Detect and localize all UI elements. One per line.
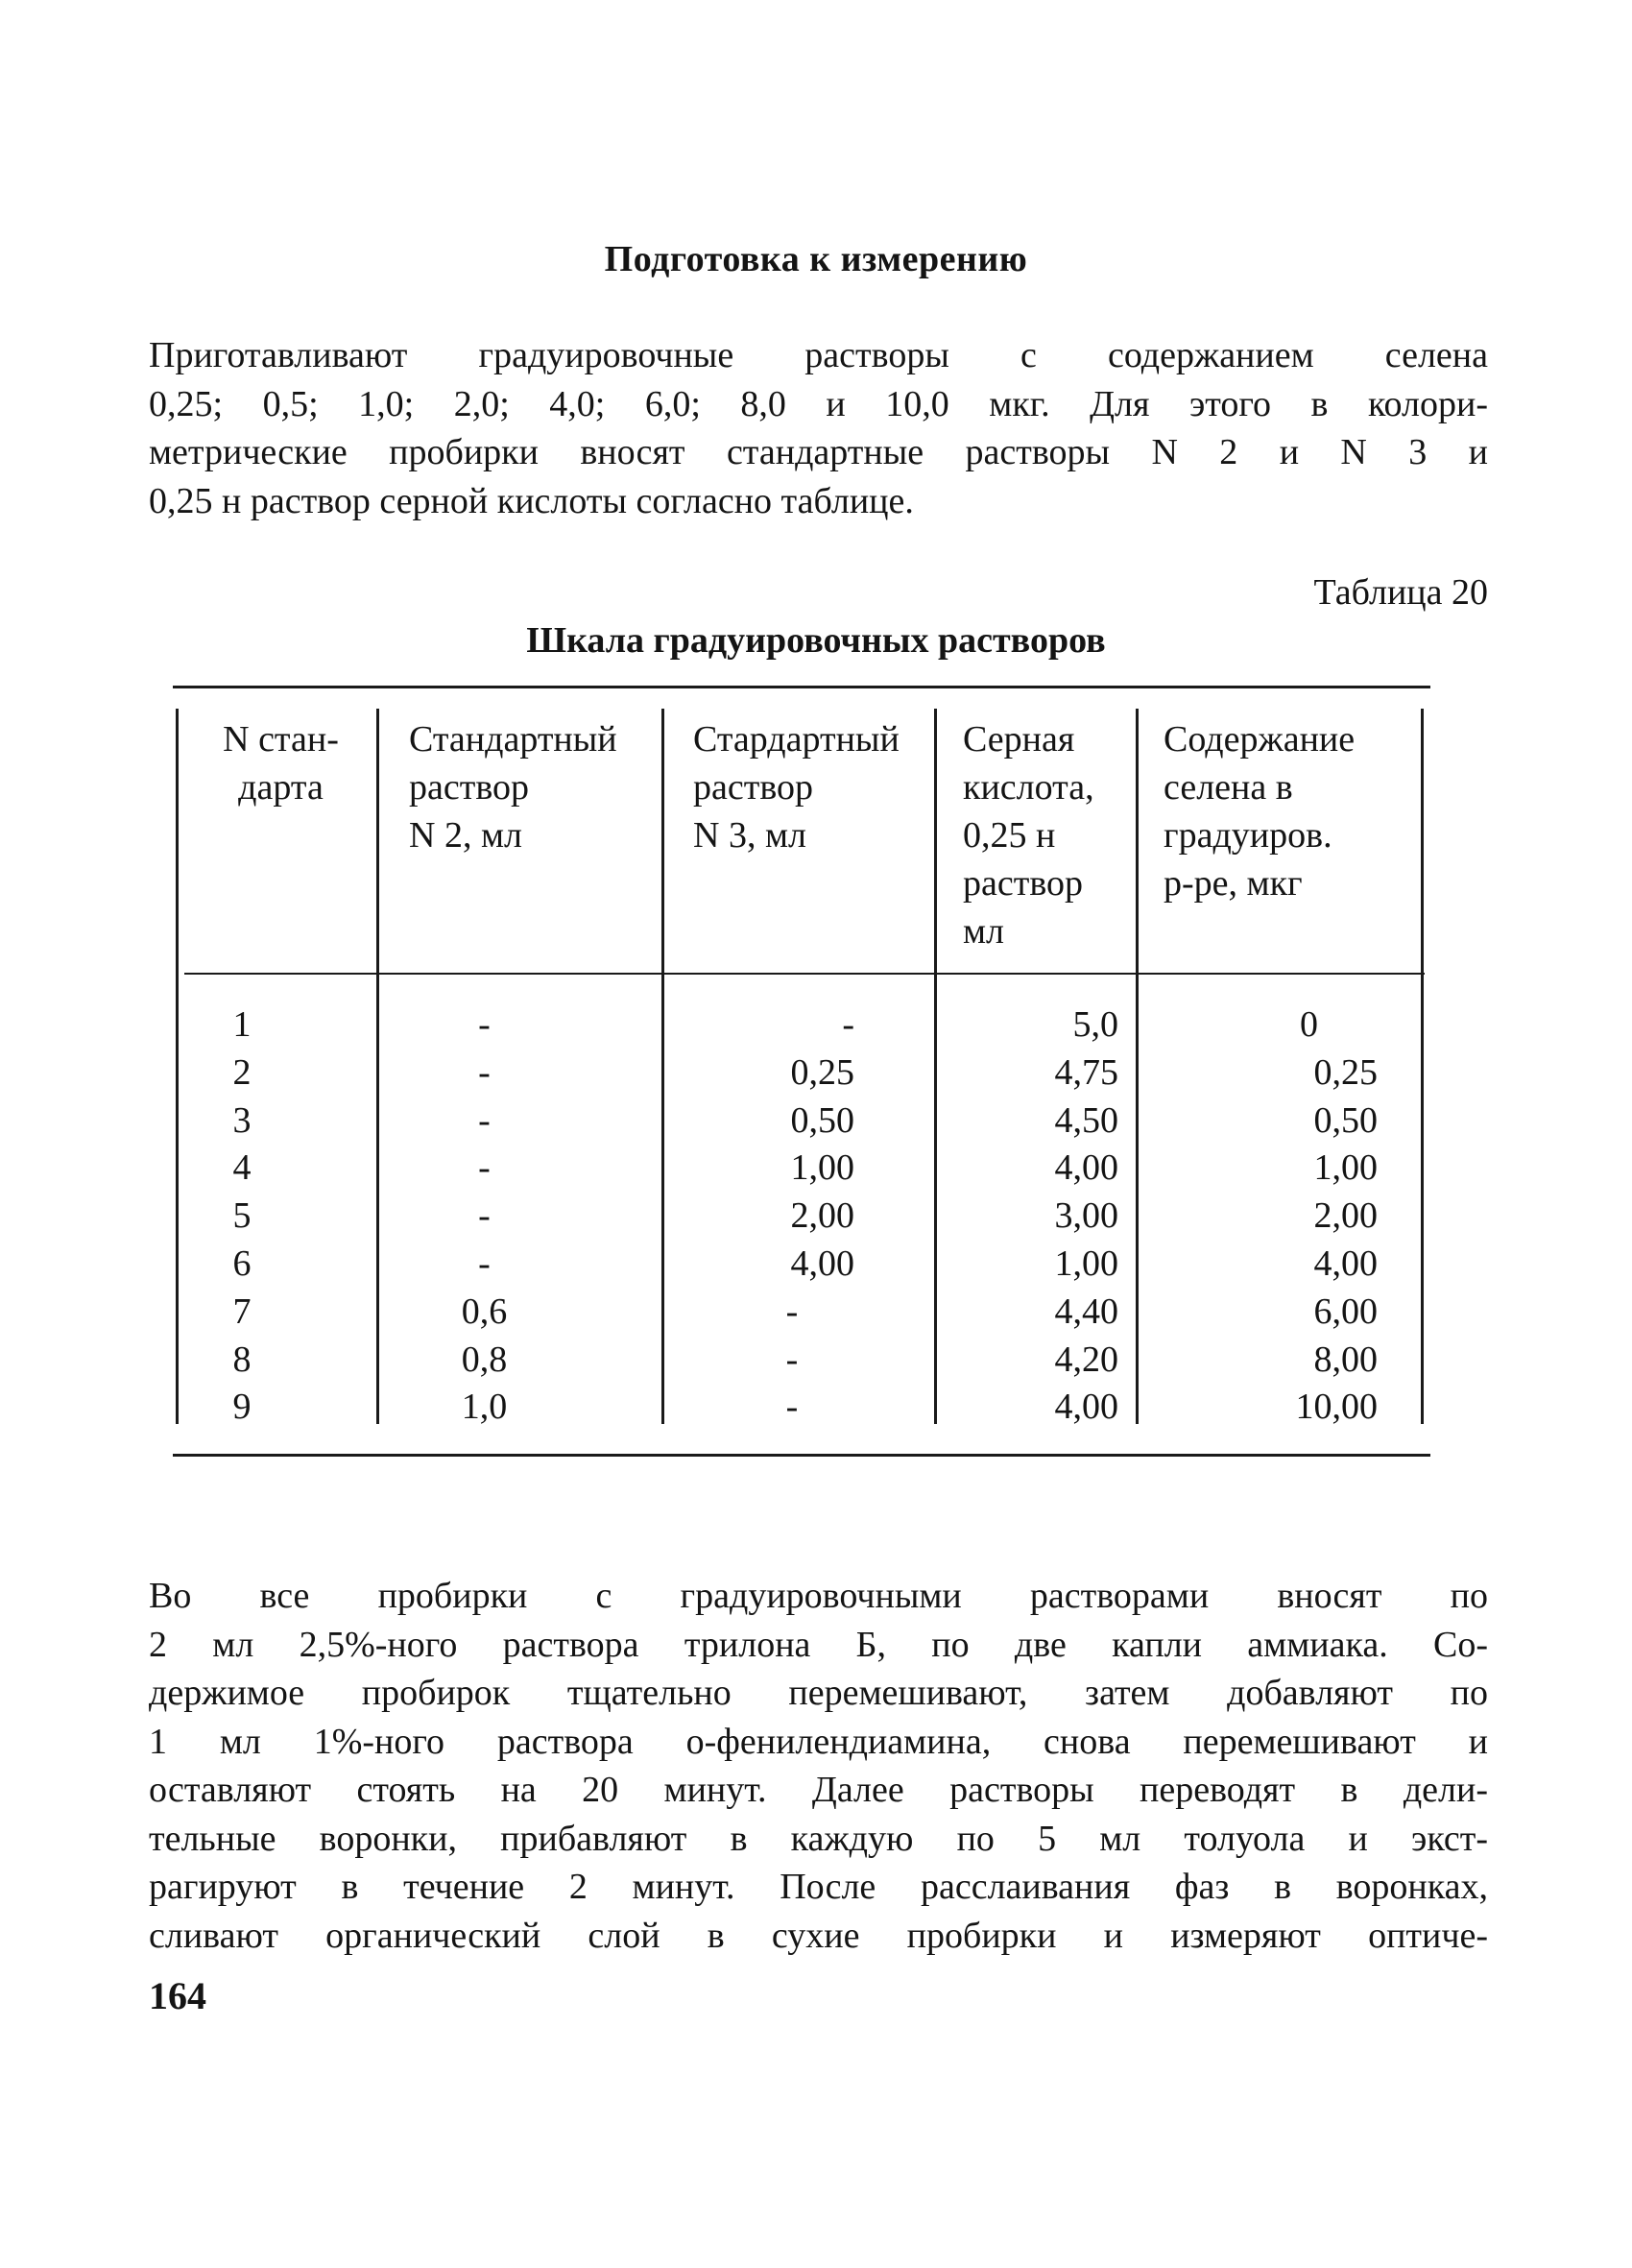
table-cell: 1,00 (1054, 1243, 1118, 1284)
header-sulfuric-acid: Серная кислота, 0,25 н раствор мл (963, 719, 1094, 952)
table-top-rule (173, 686, 1430, 688)
body-line: тельные воронки, прибавляют в каждую по 5 мл толуола и экст- (149, 1818, 1488, 1859)
body-line: Во все пробирки с градуировочными растворами вносят по (149, 1576, 1488, 1616)
table-cell: 0,25 (790, 1051, 854, 1093)
table-cell: 0,50 (1313, 1099, 1378, 1141)
intro-line: 0,25; 0,5; 1,0; 2,0; 4,0; 6,0; 8,0 и 10,0 мкг. Для этого в колори- (149, 383, 1488, 424)
column-solution-n3 (730, 1001, 854, 1432)
table-cell: 4,20 (1054, 1339, 1118, 1380)
intro-line: 0,25 н раствор серной кислоты согласно таблице. (149, 480, 914, 521)
column-divider (661, 709, 664, 1424)
table-cell: 5 (232, 1195, 252, 1237)
table-cell: 3 (232, 1099, 252, 1141)
table-cell: 4,00 (790, 1243, 854, 1284)
header-standard-number: N стан- дарта (223, 719, 339, 808)
table-label: Таблица 20 (1313, 572, 1488, 613)
table-cell: 10,00 (1295, 1387, 1378, 1428)
column-divider (1136, 709, 1139, 1424)
table-cell: 1,00 (790, 1147, 854, 1189)
intro-line: метрические пробирки вносят стандартные растворы N 2 и N 3 и (149, 432, 1488, 472)
intro-paragraph (149, 331, 1488, 525)
table-cell: 1 (232, 1004, 252, 1045)
section-heading: Подготовка к измерению (604, 239, 1028, 279)
table-border-left (176, 709, 179, 1424)
header-divider (184, 973, 1425, 975)
table-cell: 4,00 (1313, 1243, 1378, 1284)
table-cell: - (785, 1291, 799, 1332)
table-cell: 2,00 (1313, 1195, 1378, 1237)
column-divider (934, 709, 937, 1424)
table-cell: 3,00 (1054, 1195, 1118, 1237)
table-cell: - (478, 1243, 491, 1284)
body-line: сливают органический слой в сухие пробирки и измеряют оптиче- (149, 1915, 1488, 1956)
table-cell: 7 (232, 1291, 252, 1332)
column-sulfuric-acid (998, 1001, 1118, 1432)
header-selenium-content: Содержание селена в градуиров. р-ре, мкг (1164, 719, 1356, 904)
table-cell: 0,6 (461, 1291, 508, 1332)
table-cell: 9 (232, 1387, 252, 1428)
header-solution-n3: Стардартный раствор N 3, мл (693, 719, 900, 856)
table-cell: 0,50 (790, 1099, 854, 1141)
table-cell: 4,00 (1054, 1387, 1118, 1428)
table-border-right (1421, 709, 1424, 1424)
table-cell: 6 (232, 1243, 252, 1284)
table-cell: - (478, 1051, 491, 1093)
table-cell: - (785, 1339, 799, 1380)
column-standard-number (213, 1001, 271, 1432)
body-line: держимое пробирок тщательно перемешивают, затем добавляют по (149, 1673, 1488, 1713)
table-cell: - (478, 1004, 491, 1045)
table-bottom-rule (173, 1454, 1430, 1457)
body-line: 2 мл 2,5%-ного раствора трилона Б, по две капли аммиака. Со- (149, 1624, 1488, 1665)
table-cell: 4,50 (1054, 1099, 1118, 1141)
table-title: Шкала градуировочных растворов (526, 620, 1106, 661)
table-cell: 1,0 (461, 1387, 508, 1428)
page-number: 164 (149, 1974, 206, 2017)
table-cell: 5,0 (1072, 1004, 1118, 1045)
table-cell: 0 (1300, 1004, 1318, 1045)
table-cell: - (478, 1195, 491, 1237)
table-cell: 2,00 (790, 1195, 854, 1237)
header-solution-n2: Стандартный раствор N 2, мл (409, 719, 617, 856)
table-cell: 2 (232, 1051, 252, 1093)
intro-line: Приготавливают градуировочные растворы с содержанием селена (149, 335, 1488, 375)
table-cell: - (478, 1147, 491, 1189)
body-paragraph (149, 1572, 1488, 1960)
table-cell: 4,00 (1054, 1147, 1118, 1189)
body-line: 1 мл 1%-ного раствора о-фенилендиамина, снова перемешивают и (149, 1721, 1488, 1762)
column-selenium-content (1248, 1001, 1378, 1432)
table-cell: 6,00 (1313, 1291, 1378, 1332)
column-divider (376, 709, 379, 1424)
table-cell: - (785, 1387, 799, 1428)
table-cell: 1,00 (1313, 1147, 1378, 1189)
table-cell: 4,75 (1054, 1051, 1118, 1093)
body-line: оставляют стоять на 20 минут. Далее растворы переводят в дели- (149, 1770, 1488, 1810)
body-line: рагируют в течение 2 минут. После расслаивания фаз в воронках, (149, 1867, 1488, 1907)
column-solution-n2 (434, 1001, 535, 1432)
table-cell: 8 (232, 1339, 252, 1380)
table-cell: 4,40 (1054, 1291, 1118, 1332)
table-cell: 8,00 (1313, 1339, 1378, 1380)
table-cell: 4 (232, 1147, 252, 1189)
table-cell: 0,8 (461, 1339, 508, 1380)
table-cell: - (478, 1099, 491, 1141)
table-cell: - (842, 1004, 854, 1045)
table-cell: 0,25 (1313, 1051, 1378, 1093)
